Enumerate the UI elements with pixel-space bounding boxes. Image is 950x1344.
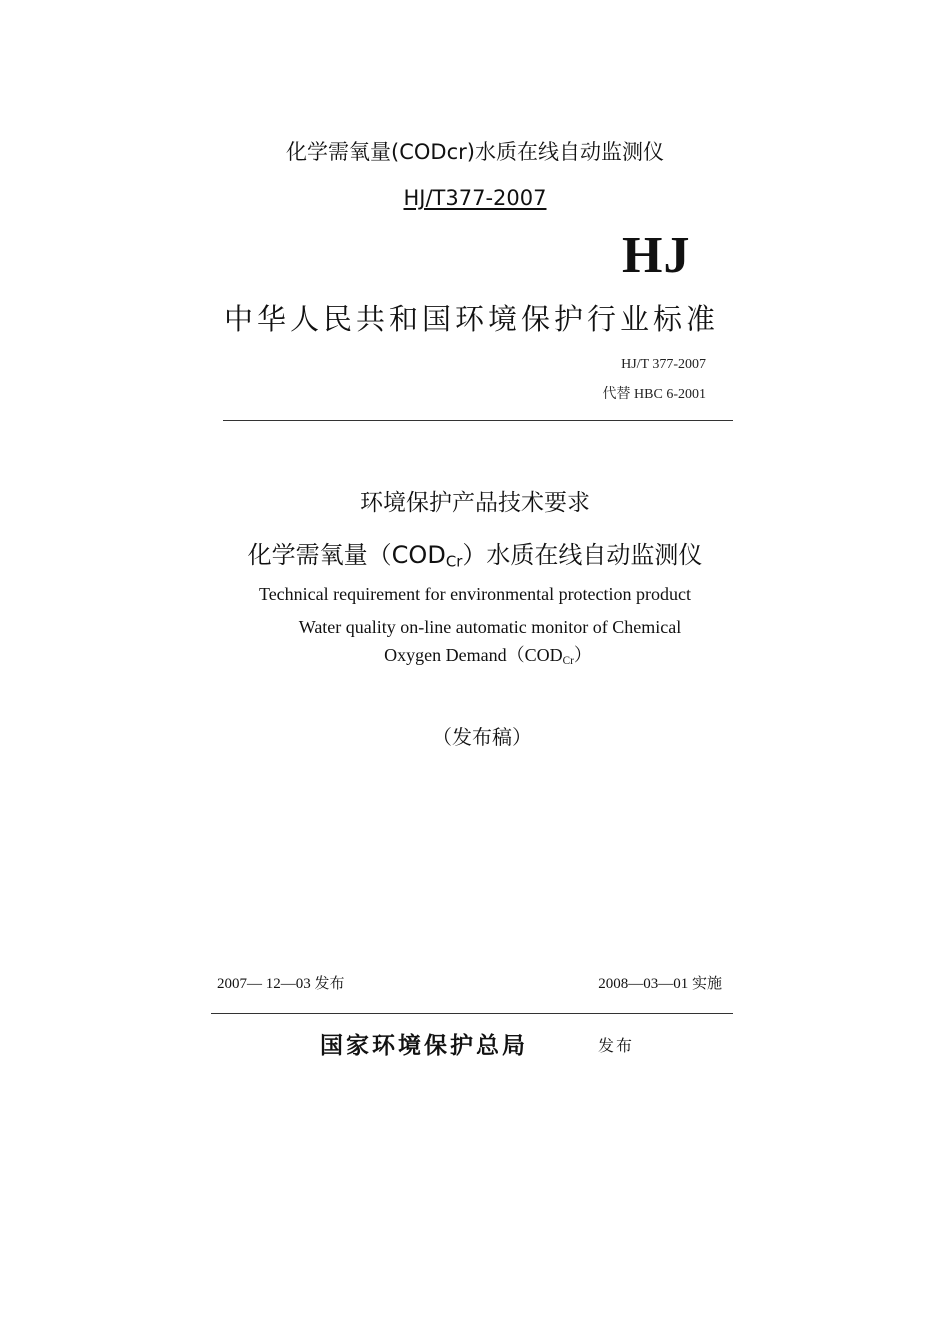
replaces-standard: 代替 HBC 6-2001 [602, 387, 706, 402]
divider-top [223, 420, 733, 421]
cn-title-subscript: Cr [445, 552, 463, 571]
document-title: 化学需氧量(CODcr)水质在线自动监测仪 [286, 140, 664, 164]
en-line3-subscript: Cr [562, 654, 574, 667]
en-line3-prefix: Oxygen Demand（COD [384, 645, 563, 665]
standard-org-heading: 中华人民共和国环境保护行业标准 [224, 302, 720, 336]
publish-label: 发布 [598, 1036, 635, 1055]
cn-subtitle: 环境保护产品技术要求 [360, 490, 590, 516]
hj-logo: HJ [622, 227, 691, 284]
en-title-line-3 [0, 641, 950, 667]
en-title-line-2: Water quality on-line automatic monitor of Chemical [298, 617, 682, 637]
implementation-date: 2008—03—01 实施 [598, 976, 722, 992]
document-code-link[interactable]: HJ/T377-2007 [403, 186, 547, 210]
cn-title-suffix: ）水质在线自动监测仪 [462, 541, 703, 569]
divider-bottom [211, 1013, 733, 1014]
cn-main-title [0, 535, 950, 571]
en-title-line-1: Technical requirement for environmental protection product [258, 584, 692, 604]
publisher-name: 国家环境保护总局 [320, 1033, 528, 1059]
issue-date: 2007— 12—03 发布 [217, 976, 345, 992]
cn-title-prefix: 化学需氧量（COD [247, 541, 446, 569]
standard-number: HJ/T 377-2007 [621, 357, 706, 372]
draft-label: （发布稿） [432, 727, 532, 749]
en-line3-suffix: ） [573, 645, 592, 665]
